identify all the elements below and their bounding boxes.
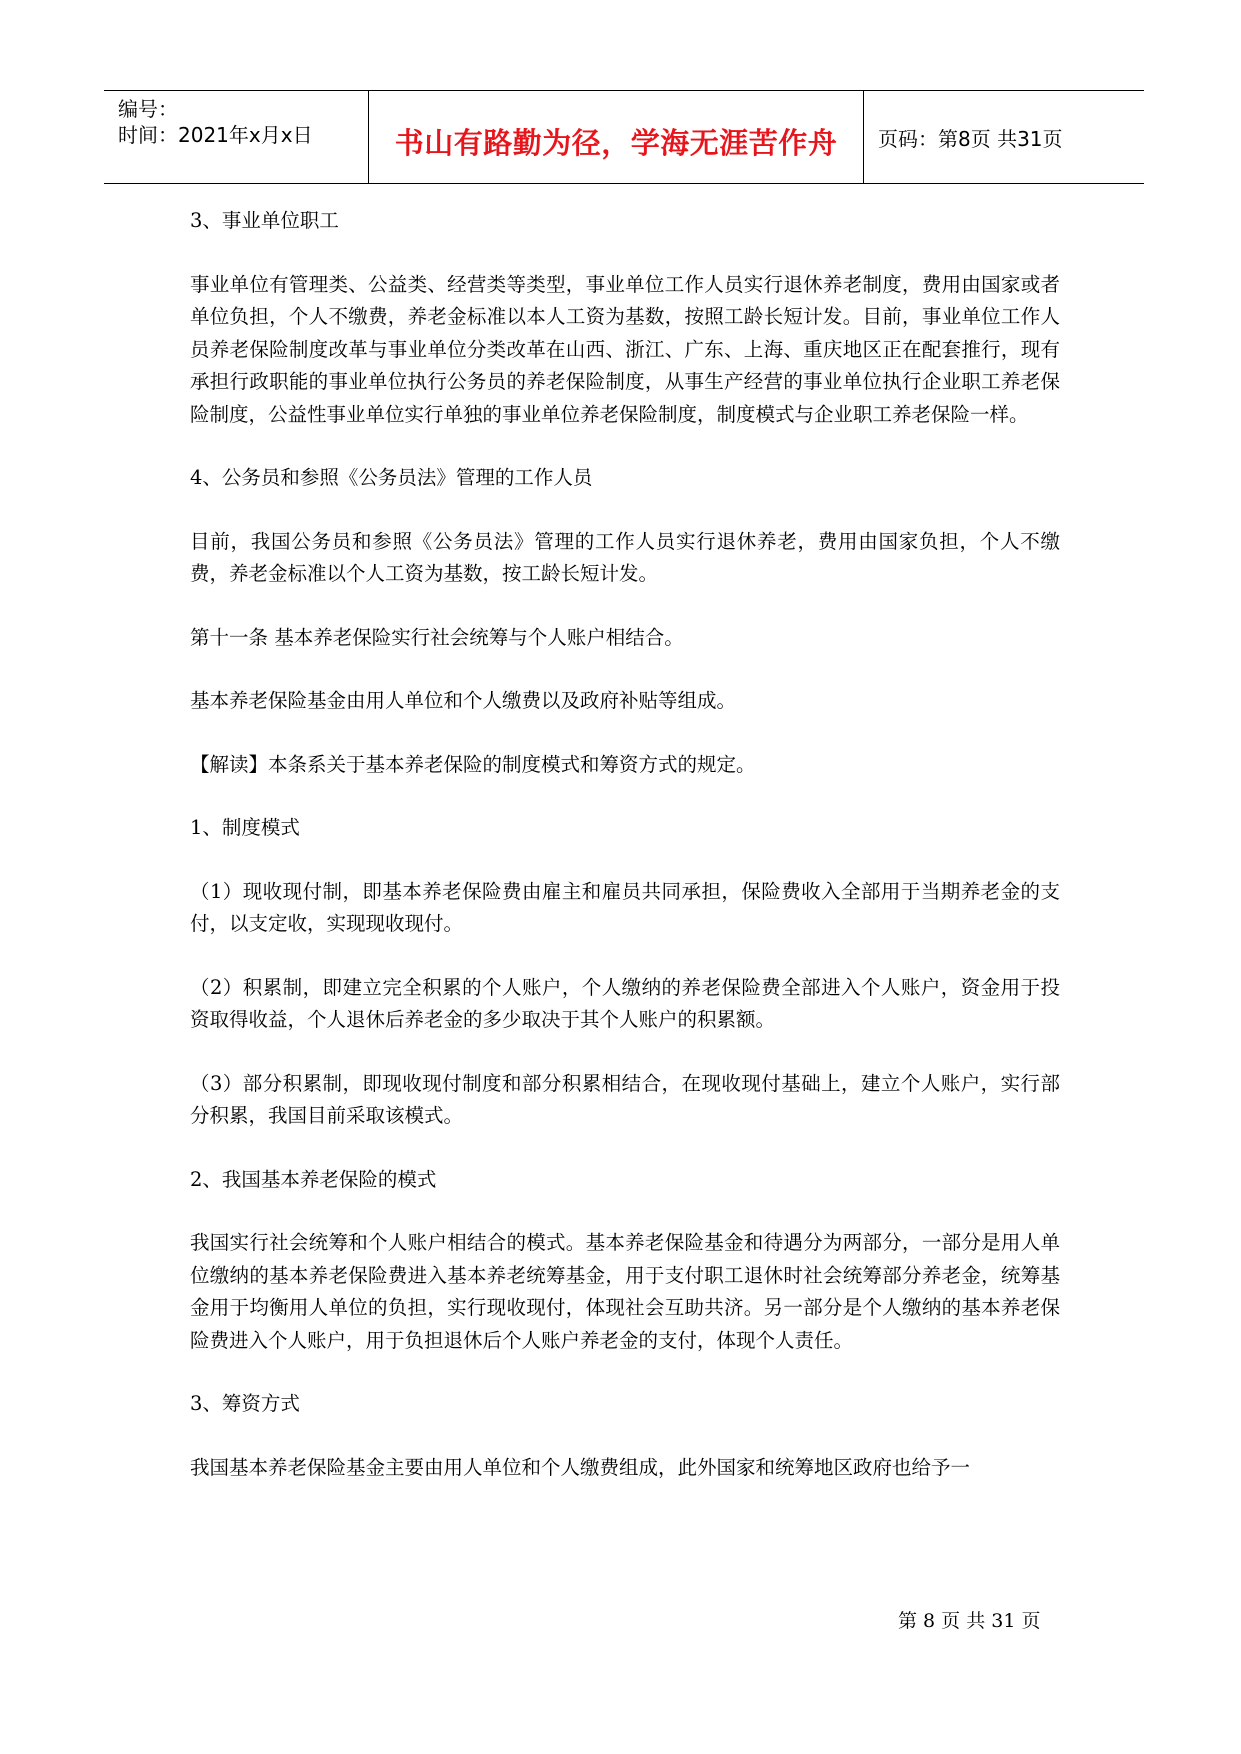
interpretation-paragraph: 【解读】本条系关于基本养老保险的制度模式和筹资方式的规定。 [190,752,756,776]
document-header [104,90,1144,184]
body-paragraph: 我国实行社会统筹和个人账户相结合的模式。基本养老保险基金和待遇分为两部分，一部分是用人单位缴纳的基本养老保险费进入基本养老统筹基金，用于支付职工退休时社会统筹部分养老金，统筹基金用于均衡用人单位的负担，实行现收现付，体现社会互助共济。另一部分是个人缴纳的基本养老保险费进入个人账户，用于负担退休后个人账户养老金的支付，体现个人责任。 [190,1231,1060,1352]
section-heading: 2、我国基本养老保险的模式 [190,1167,437,1191]
header-motto: 书山有路勤为径，学海无涯苦作舟 [394,126,838,160]
section-heading: 3、事业单位职工 [190,209,339,232]
header-page-info: 页码：第8页 共31页 [878,127,1063,151]
page-footer: 第 8 页 共 31 页 [898,1610,1041,1632]
document-number-label: 编号： [118,97,178,121]
section-heading: 4、公务员和参照《公务员法》管理的工作人员 [190,466,593,489]
body-paragraph: 我国基本养老保险基金主要由用人单位和个人缴费组成，此外国家和统筹地区政府也给予一 [190,1455,971,1479]
header-page-cell [864,91,1144,183]
body-paragraph: （3）部分积累制，即现收现付制度和部分积累相结合，在现收现付基础上，建立个人账户，实行部分积累，我国目前采取该模式。 [190,1071,1060,1127]
body-paragraph: 事业单位有管理类、公益类、经营类等类型，事业单位工作人员实行退休养老制度，费用由国家或者单位负担，个人不缴费，养老金标准以本人工资为基数，按照工龄长短计发。目前，事业单位工作人员养老保险制度改革与事业单位分类改革在山西、浙江、广东、上海、重庆地区正在配套推行，现有承担行政职能的事业单位执行公务员的养老保险制度，从事生产经营的事业单位执行企业职工养老保险制度，公益性事业单位实行单独的事业单位养老保险制度，制度模式与企业职工养老保险一样。 [190,272,1060,426]
section-heading: 3、筹资方式 [190,1392,300,1415]
article-title: 第十一条 基本养老保险实行社会统筹与个人账户相结合。 [190,625,684,649]
body-paragraph: （1）现收现付制，即基本养老保险费由雇主和雇员共同承担，保险费收入全部用于当期养老金的支付，以支定收，实现现收现付。 [190,879,1060,935]
section-heading: 1、制度模式 [190,816,300,839]
document-time-label: 时间：2021年x月x日 [118,123,313,147]
body-paragraph: 目前，我国公务员和参照《公务员法》管理的工作人员实行退休养老，费用由国家负担，个人不缴费，养老金标准以个人工资为基数，按工龄长短计发。 [190,529,1060,585]
document-body [190,205,1060,1515]
body-paragraph: （2）积累制，即建立完全积累的个人账户，个人缴纳的养老保险费全部进入个人账户，资金用于投资取得收益，个人退休后养老金的多少取决于其个人账户的积累额。 [190,975,1060,1031]
header-meta-cell [104,91,369,183]
body-paragraph: 基本养老保险基金由用人单位和个人缴费以及政府补贴等组成。 [190,689,737,712]
header-motto-cell [369,91,864,183]
